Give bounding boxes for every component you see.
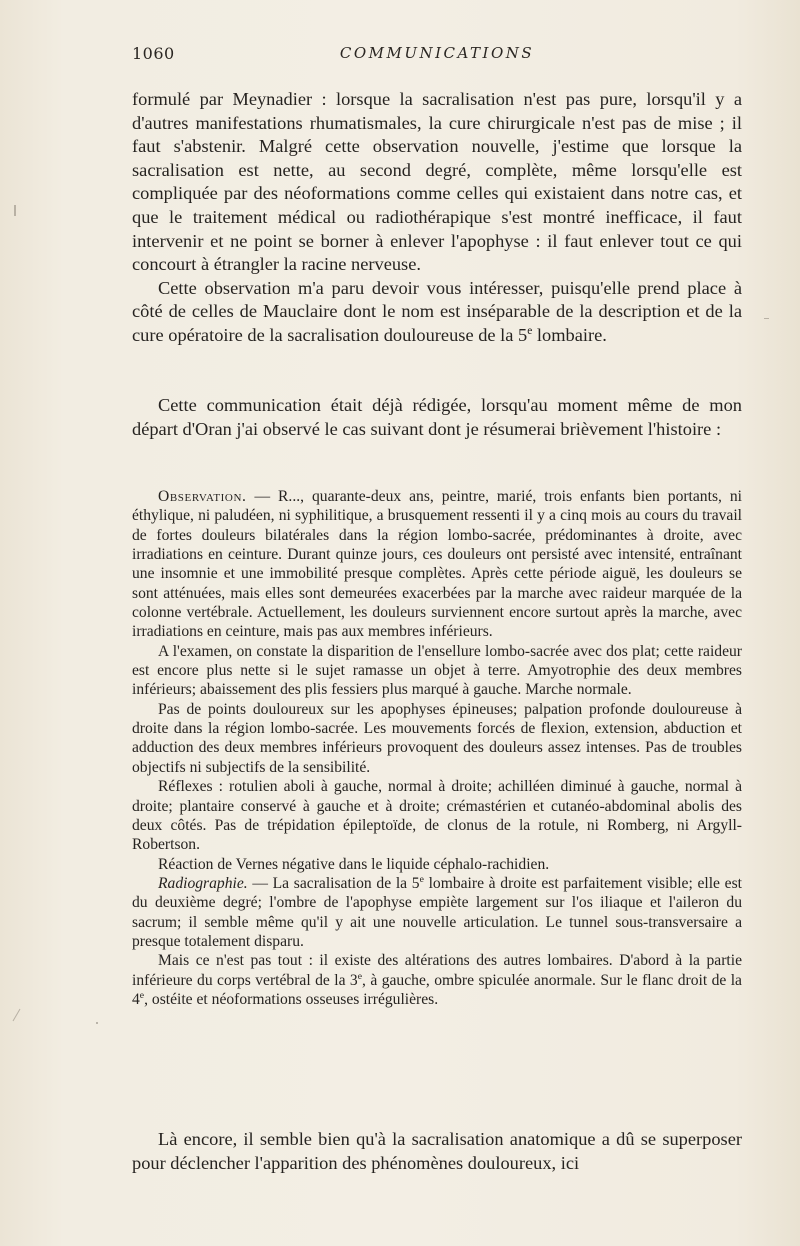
margin-mark bbox=[764, 318, 769, 319]
paragraph-continuation: formulé par Meynadier : lorsque la sacralisation n'est pas pure, lorsqu'il y a d'autres manifestations rhumatismales, la cure chirurgicale n'est pas de mise ; il faut s'abstenir. Malgré cette observation nouvelle, j'estime que lorsque la sacralisation est nette, au second degré, complète, même lorsqu'elle est compliquée par des néoformations comme celles qui existaient dans notre cas, et que le traitement médical ou radiothérapique s'est montré inefficace, il faut intervenir et ne point se borner à enlever l'apophyse : il faut enlever tout ce qui concourt à étrangler la racine nerveuse. bbox=[132, 89, 742, 275]
paragraph-mauclaire bbox=[132, 277, 742, 348]
alterations-text-a: Mais ce n'est pas tout : il existe des altérations des autres lombaires. D'abord à la partie inférieure du corps vertébral de la 3 bbox=[132, 952, 742, 989]
paragraph-mauclaire-end: lombaire. bbox=[532, 324, 607, 345]
paragraph-mauclaire-text: Cette observation m'a paru devoir vous intéresser, puisqu'elle prend place à côté de celles de Mauclaire dont le nom est inséparable de la description et de la cure opératoire de la sacralisation douloureuse de la 5 bbox=[132, 277, 742, 345]
main-text-bottom bbox=[132, 1128, 742, 1175]
main-text-top bbox=[132, 88, 742, 348]
observation-label: Observation. bbox=[158, 488, 247, 505]
ordinal-superscript: e bbox=[527, 324, 533, 337]
observation-text: — R..., quarante-deux ans, peintre, marié, trois enfants bien portants, ni éthylique, ni paludéen, ni syphilitique, a brusquement ressenti il y a cinq mois au cours du travail de fortes douleurs bilatérales dans la région lombo-sacrée, prédominantes à droite, avec irradiations en ceinture. Durant quinze jours, ces douleurs ont persisté avec intensité, entraînant une insomnie et une immobilité presque complètes. Après cette période aiguë, les douleurs se sont atténuées, mais elles sont demeurées exacerbées par la marche avec raideur marquée de la colonne vertébrale. Actuellement, les douleurs surviennent encore surtout après la marche, avec irradiations en ceinture, mais pas aux membres inférieurs. bbox=[132, 488, 742, 641]
ordinal-superscript: e bbox=[419, 873, 424, 885]
paragraph-new-case: Cette communication était déjà rédigée, lorsqu'au moment même de mon départ d'Oran j'ai observé le cas suivant dont je résumerai brièvement l'histoire : bbox=[132, 395, 742, 439]
main-text-middle bbox=[132, 394, 742, 441]
observation-paragraph bbox=[132, 487, 742, 642]
radiography-text-b: lombaire à droite est parfaitement visible; elle est du deuxième degré; l'ombre de l'apophyse empiète largement sur l'os iliaque et l'aileron du sacrum; il semble même qu'il y ait une nouvelle articulation. Le tunnel sous-transversaire a presque totalement disparu. bbox=[132, 874, 742, 950]
reflexes-paragraph: Réflexes : rotulien aboli à gauche, normal à droite; achilléen diminué à gauche, normal à droite; plantaire conservé à gauche et à droite; crémastérien et cutanéo-abdominal abolis des deux côtés. Pas de trépidation épileptoïde, de clonus de la rotule, ni Romberg, ni Argyll-Robertson. bbox=[132, 778, 742, 854]
margin-mark bbox=[13, 1009, 21, 1022]
pain-paragraph: Pas de points douloureux sur les apophyses épineuses; palpation profonde douloureuse à droite dans la région lombo-sacrée. Les mouvements forcés de flexion, extension, abduction et adduction des deux membres inférieurs provoquent des douleurs assez intenses. Pas de troubles objectifs ni subjectifs de la sensibilité. bbox=[132, 700, 742, 776]
radiography-label: Radiographie. bbox=[158, 874, 248, 892]
radiography-paragraph bbox=[132, 874, 742, 951]
page-number: 1060 bbox=[132, 44, 175, 63]
vernes-paragraph: Réaction de Vernes négative dans le liquide céphalo-rachidien. bbox=[158, 855, 550, 873]
paragraph-conclusion: Là encore, il semble bien qu'à la sacralisation anatomique a dû se superposer pour déclencher l'apparition des phénomènes douloureux, ici bbox=[132, 1129, 742, 1173]
radiography-text-a: — La sacralisation de la 5 bbox=[247, 874, 420, 892]
ordinal-superscript: e bbox=[139, 989, 145, 1001]
observation-block bbox=[132, 487, 742, 1009]
margin-mark bbox=[96, 1022, 98, 1024]
ordinal-superscript: e bbox=[357, 970, 363, 982]
margin-mark bbox=[14, 205, 16, 216]
alterations-text-b: , à gauche, ombre spiculée anormale. Sur le flanc droit de la 4 bbox=[132, 971, 742, 1008]
examination-paragraph: A l'examen, on constate la disparition de l'ensellure lombo-sacrée avec dos plat; cette raideur est encore plus nette si le sujet ramasse un objet à terre. Amyotrophie des deux membres inférieurs; abaissement des plis fessiers plus marqué à gauche. Marche normale. bbox=[132, 642, 742, 699]
page-header bbox=[132, 44, 742, 68]
lumbar-alterations-paragraph bbox=[132, 951, 742, 1009]
running-head: COMMUNICATIONS bbox=[339, 44, 535, 62]
alterations-text-c: , ostéite et néoformations osseuses irrégulières. bbox=[144, 990, 439, 1008]
